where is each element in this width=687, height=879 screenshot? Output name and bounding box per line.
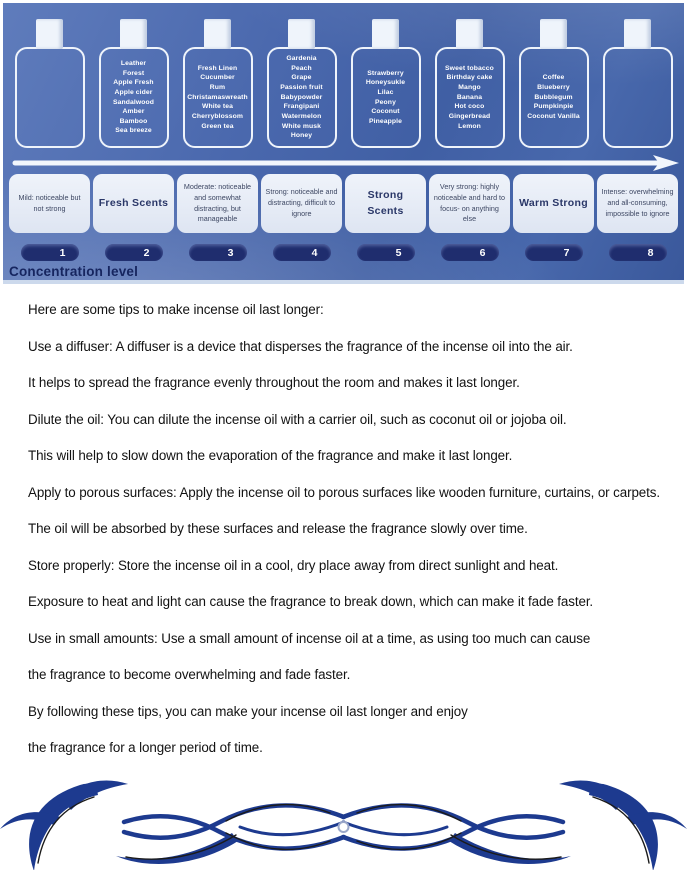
bottle-cap-icon: [540, 19, 567, 49]
scent-name: Honey: [290, 132, 313, 140]
tip-line: The oil will be absorbed by these surfaces and release the fragrance slowly over time.: [28, 521, 528, 536]
scent-name: Peony: [375, 98, 396, 106]
scent-name: Pineapple: [368, 117, 402, 125]
bottle-body: [435, 47, 505, 148]
level-pill-7: 7: [525, 244, 583, 261]
concentration-axis-label: Concentration level: [9, 264, 139, 279]
fragrance-bottle-4: [261, 19, 342, 148]
pill-slot: [429, 244, 510, 261]
bottle-cap-icon: [624, 19, 651, 49]
tip-line: Use a diffuser: A diffuser is a device that disperses the fragrance of the incense oil into the air.: [28, 338, 573, 354]
scale-card-1: Mild: noticeable but not strong: [9, 174, 90, 233]
bottle-body: [267, 47, 337, 148]
scent-name: Coconut Vanilla: [527, 112, 580, 120]
tip-line: Use in small amounts: Use a small amount of incense oil at a time, as using too much can cause: [28, 630, 591, 646]
scent-name: Frangipani: [283, 103, 320, 111]
scent-name: Babypowder: [280, 93, 323, 101]
concentration-scale-cards-row: [9, 174, 678, 233]
fragrance-bottles-row: [9, 19, 678, 148]
scent-name: Coconut: [371, 108, 400, 116]
scale-card-6: Very strong: highly noticeable and hard to focus- on anything else: [429, 174, 510, 233]
bottle-body: [99, 47, 169, 148]
scent-name: Blueberry: [537, 84, 570, 92]
scent-list: [187, 64, 248, 131]
scent-name: White tea: [201, 103, 234, 111]
scent-name: Gardenia: [286, 55, 317, 63]
fragrance-bottle-5: [345, 19, 426, 148]
bottle-cap-icon: [36, 19, 63, 49]
scent-name: Grape: [291, 74, 312, 82]
concentration-level-pills-row: [9, 244, 678, 261]
scent-name: Honeysukle: [365, 79, 406, 87]
bottle-body: [183, 47, 253, 148]
scent-name: Cucumber: [200, 74, 235, 82]
level-pill-8: 8: [609, 244, 667, 261]
scent-name: Bubblegum: [534, 93, 573, 101]
tip-line: Here are some tips to make incense oil last longer:: [28, 302, 324, 317]
level-pill-3: 3: [189, 244, 247, 261]
banner-bottom-divider: [3, 280, 684, 284]
pill-slot: [345, 244, 426, 261]
fragrance-bottle-8: [597, 19, 678, 148]
scale-card-7: Warm Strong: [513, 174, 594, 233]
level-pill-5: 5: [357, 244, 415, 261]
scent-name: Peach: [291, 64, 312, 72]
bottle-body: [519, 47, 589, 148]
scent-name: Leather: [120, 59, 147, 67]
scent-name: Watermelon: [281, 112, 322, 120]
scent-name: White musk: [281, 122, 322, 130]
level-pill-2: 2: [105, 244, 163, 261]
scent-name: Sandalwood: [112, 98, 155, 106]
level-pill-1: 1: [21, 244, 79, 261]
bottle-body: [351, 47, 421, 148]
scent-list: [527, 73, 579, 121]
scent-list: [437, 64, 503, 131]
pill-slot: [177, 244, 258, 261]
scent-name: Hot coco: [454, 103, 485, 111]
scent-name: Mango: [458, 84, 481, 92]
scent-list: [280, 54, 322, 141]
scale-card-5: Strong Scents: [345, 174, 426, 233]
scent-name: Bamboo: [119, 117, 148, 125]
scale-card-2: Fresh Scents: [93, 174, 174, 233]
fragrance-bottle-2: [93, 19, 174, 148]
scent-name: Gingerbread Lemon: [448, 112, 491, 130]
pill-slot: [9, 244, 90, 261]
scent-name: Sea breeze: [115, 127, 152, 135]
scent-name: Cherryblossom: [191, 112, 244, 120]
scent-name: Fresh Linen: [197, 64, 238, 72]
scent-name: Sweet tobacco: [445, 64, 494, 72]
tribal-flourish-graphic: [0, 775, 687, 870]
fragrance-concentration-banner: [3, 3, 684, 280]
fragrance-bottle-3: [177, 19, 258, 148]
bottle-cap-icon: [456, 19, 483, 49]
fragrance-bottle-7: [513, 19, 594, 148]
tip-line: the fragrance for a longer period of time.: [28, 740, 263, 755]
scent-name: Apple cider: [114, 88, 153, 96]
scent-name: Birthday cake: [446, 74, 493, 82]
scent-name: Banana: [456, 93, 483, 101]
tip-line: the fragrance to become overwhelming and fade faster.: [28, 667, 351, 682]
pill-slot: [597, 244, 678, 261]
right-arrow-icon: [7, 154, 681, 172]
tip-line: It helps to spread the fragrance evenly throughout the room and makes it last longer.: [28, 375, 520, 390]
scent-name: Strawberry: [367, 69, 404, 77]
bottle-cap-icon: [204, 19, 231, 49]
tip-line: Dilute the oil: You can dilute the incense oil with a carrier oil, such as coconut oil or jojoba oil.: [28, 411, 567, 427]
scent-name: Pumpkinpie: [533, 103, 574, 111]
scent-name: Rum: [209, 84, 226, 92]
level-pill-4: 4: [273, 244, 331, 261]
pill-slot: [261, 244, 342, 261]
tip-line: This will help to slow down the evaporation of the fragrance and make it last longer.: [28, 448, 513, 463]
tip-line: Store properly: Store the incense oil in a cool, dry place away from direct sunlight and heat.: [28, 557, 559, 573]
scent-name: Amber: [122, 108, 145, 116]
bottle-body: [603, 47, 673, 148]
pill-slot: [513, 244, 594, 261]
level-pill-6: 6: [441, 244, 499, 261]
fragrance-bottle-6: [429, 19, 510, 148]
bottle-body: [15, 47, 85, 148]
bottle-cap-icon: [372, 19, 399, 49]
pill-slot: [93, 244, 174, 261]
bottle-cap-icon: [288, 19, 315, 49]
scent-name: Christamaswreath: [187, 93, 248, 101]
scent-name: Forest: [122, 69, 145, 77]
tip-line: By following these tips, you can make your incense oil last longer and enjoy: [28, 703, 468, 719]
tip-line: Apply to porous surfaces: Apply the incense oil to porous surfaces like wooden furniture, curtains, or carpets.: [28, 484, 660, 500]
scale-card-8: Intense: overwhelming and all-consuming, impossible to ignore: [597, 174, 678, 233]
scent-name: Apple Fresh: [113, 79, 154, 87]
scent-name: Lilac: [377, 88, 394, 96]
scent-name: Coffee: [542, 74, 565, 82]
scent-name: Green tea: [201, 122, 234, 130]
bottle-cap-icon: [120, 19, 147, 49]
scent-name: Passion fruit: [280, 84, 323, 92]
scale-card-4: Strong: noticeable and distracting, difficult to ignore: [261, 174, 342, 233]
scale-card-3: Moderate: noticeable and somewhat distracting, but manageable: [177, 174, 258, 233]
scent-list: [366, 69, 405, 127]
scent-list: [113, 59, 154, 136]
fragrance-bottle-1: [9, 19, 90, 148]
incense-tips-text-block: [28, 299, 671, 774]
tip-line: Exposure to heat and light can cause the fragrance to break down, which can make it fade faster.: [28, 594, 594, 609]
